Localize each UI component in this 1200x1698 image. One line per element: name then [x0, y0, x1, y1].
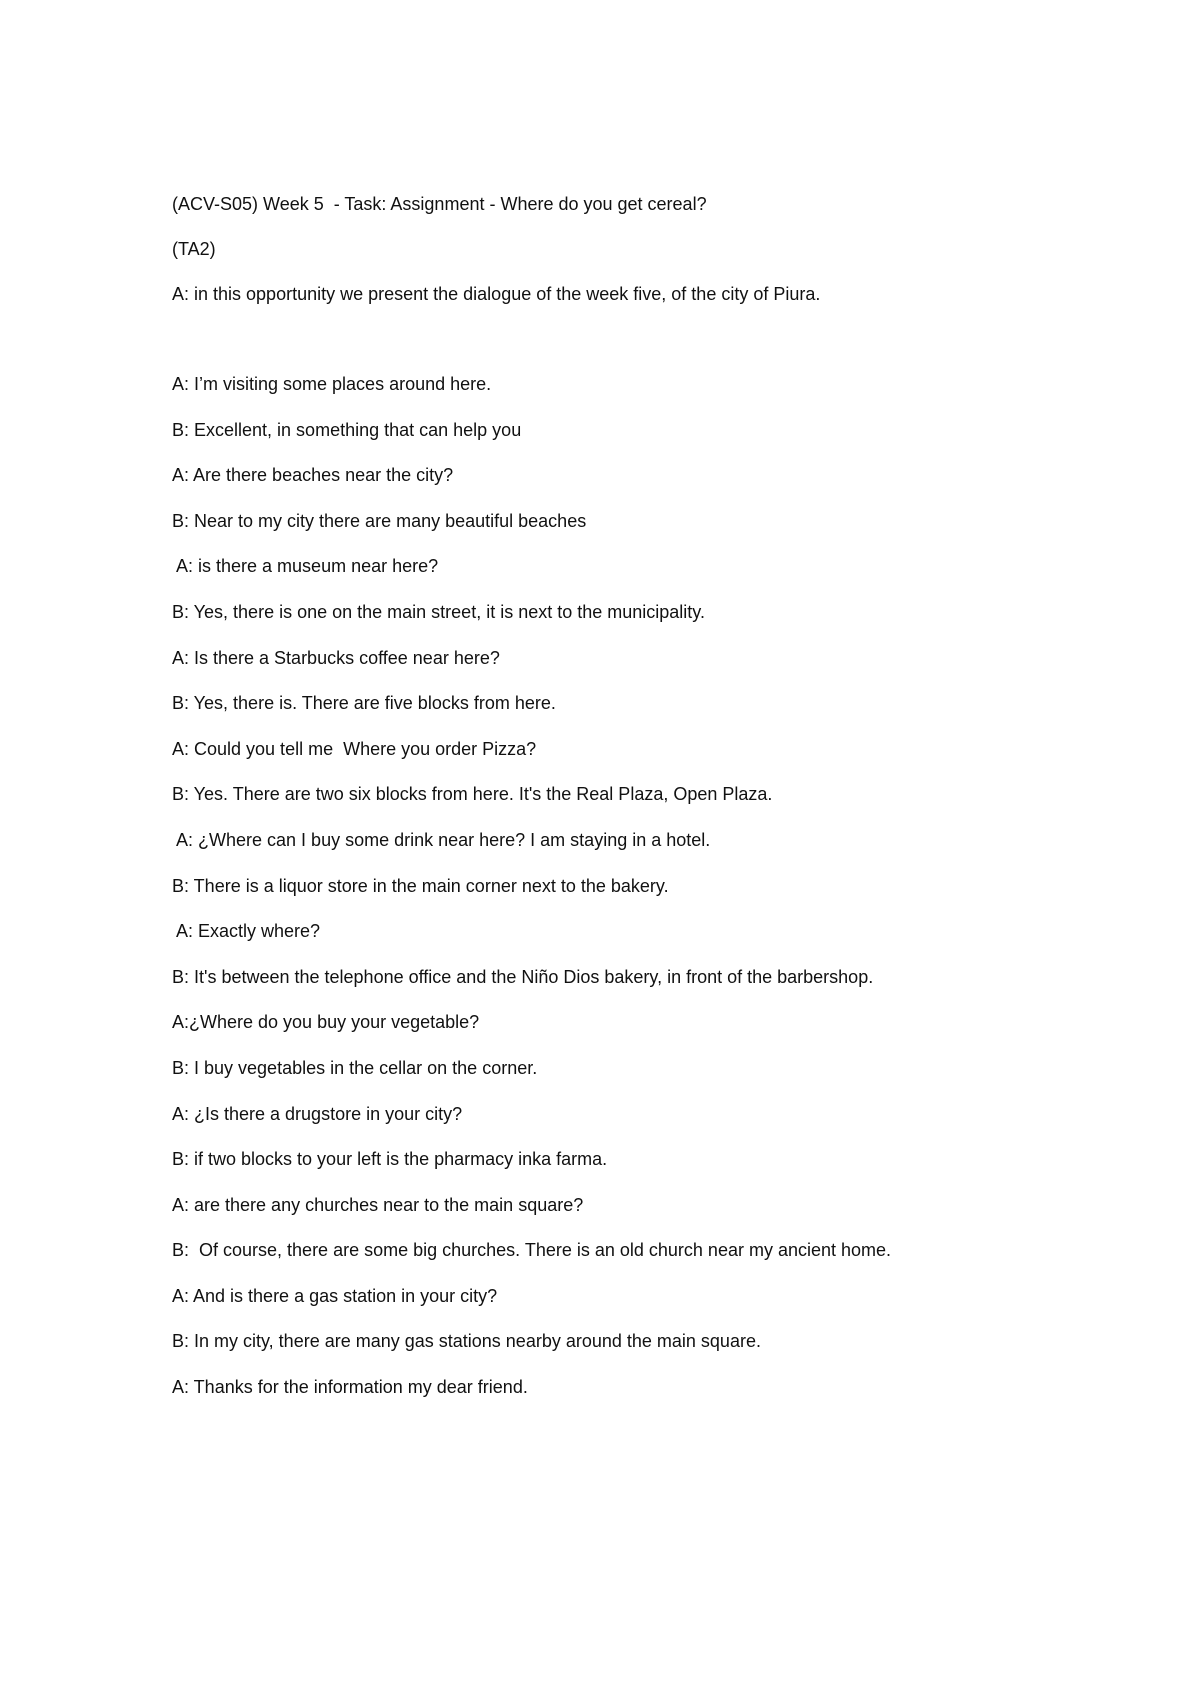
- dialogue-line: A: Thanks for the information my dear friend.: [172, 1377, 528, 1398]
- dialogue-line: B: if two blocks to your left is the pharmacy inka farma.: [172, 1149, 608, 1170]
- intro-line: A: in this opportunity we present the dialogue of the week five, of the city of Piura.: [172, 284, 821, 304]
- dialogue-line: B: Near to my city there are many beautiful beaches: [172, 510, 587, 531]
- dialogue-line: A: ¿Is there a drugstore in your city?: [172, 1103, 463, 1124]
- dialogue-line: A: Could you tell me Where you order Pizza?: [172, 738, 537, 759]
- dialogue-line: B: Yes, there is one on the main street, it is next to the municipality.: [172, 601, 705, 622]
- dialogue-line: A: And is there a gas station in your city?: [172, 1285, 498, 1306]
- dialogue-line: B: Yes. There are two six blocks from here. It's the Real Plaza, Open Plaza.: [172, 784, 773, 805]
- document-subtitle: (TA2): [172, 239, 216, 259]
- dialogue-line: B: I buy vegetables in the cellar on the corner.: [172, 1057, 538, 1078]
- dialogue-line: B: It's between the telephone office and the Niño Dios bakery, in front of the barbershop.: [172, 966, 874, 987]
- dialogue-line: A:¿Where do you buy your vegetable?: [172, 1012, 480, 1033]
- dialogue-line: A: Are there beaches near the city?: [172, 465, 454, 486]
- dialogue-line: B: There is a liquor store in the main corner next to the bakery.: [172, 875, 669, 896]
- dialogue-line: B: Of course, there are some big churches. There is an old church near my ancient home.: [172, 1240, 892, 1261]
- dialogue-line: A: ¿Where can I buy some drink near here? I am staying in a hotel.: [172, 829, 711, 850]
- dialogue-line: B: Yes, there is. There are five blocks from here.: [172, 693, 556, 714]
- document-body: [172, 192, 1072, 1421]
- dialogue-line: A: is there a museum near here?: [172, 556, 439, 577]
- dialogue-line: A: Is there a Starbucks coffee near here?: [172, 647, 500, 668]
- dialogue-line: B: Excellent, in something that can help you: [172, 419, 522, 440]
- dialogue-line: A: I’m visiting some places around here.: [172, 374, 492, 394]
- document-title: (ACV-S05) Week 5 - Task: Assignment - Where do you get cereal?: [172, 194, 707, 214]
- dialogue-line: B: In my city, there are many gas stations nearby around the main square.: [172, 1331, 761, 1352]
- dialogue-line: A: are there any churches near to the main square?: [172, 1194, 584, 1215]
- dialogue-line: A: Exactly where?: [172, 921, 321, 942]
